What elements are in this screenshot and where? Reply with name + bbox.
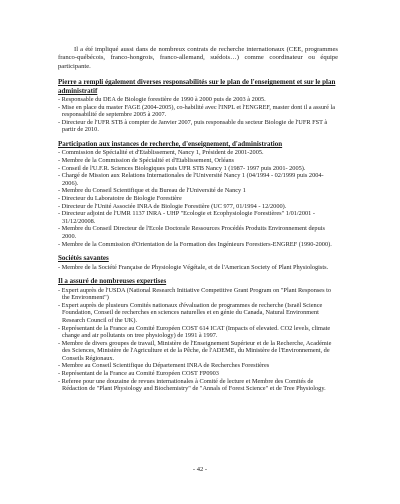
sections-container (58, 78, 338, 393)
section (58, 254, 338, 271)
intro-paragraph: Il a été impliqué aussi dans de nombreux contrats de recherche internationaux (CEE, programmes franco-québécois, franco-hongrois, franco-allemand, suédois…) comme coordinateur ou équipe participante. (58, 46, 338, 70)
section-heading: Pierre a rempli également diverses responsabilités sur le plan de l'enseignement et sur le plan administratif (58, 78, 336, 95)
list-item: - Commission de Spécialité et d'Etablissement, Nancy 1, Président de 2001-2005. (58, 149, 264, 157)
list-item: - Responsable du DEA de Biologie forestière de 1990 à 2000 puis de 2003 à 2005. (58, 96, 266, 104)
list-item: - Membre du Conseil Scientifique et du Bureau de l'Université de Nancy 1 (58, 187, 246, 195)
list-item: - Membre de la Commission de Spécialité et d'Etablissement, Orléans (58, 157, 235, 164)
list-item: - Représentant de la France au Comité Européen COST FP0903 (58, 370, 219, 378)
list-item: - Directeur adjoint de l'UMR 1137 INRA - UHP "Ecologie et Ecophysiologie Forestières" 1/01/2001 - 31/12/20008. (58, 210, 315, 225)
list-item: - Membre au Conseil Scientifique du Département INRA de Recherches Forestières (58, 362, 270, 370)
section (58, 277, 338, 393)
list-item: - Referee pour une douzaine de revues internationales à Comité de lecture et Membre des Comités de Rédaction de "Plant Physiology and Biochemistry" de "Annals of Forest Science" et de Tree Physiology. (58, 377, 326, 393)
list-item: - Chargé de Mission aux Relations Internationales de l'Université Nancy 1 (04/1994 - 02/1999 puis 2004-2006). (58, 172, 324, 187)
section-heading: Il a assuré de nombreuses expertises (58, 277, 167, 286)
list-item: - Directeur de l'UFR STB à compter de Janvier 2007, puis responsable du secteur Biologie de l'UFR FST à partir de 2010. (58, 118, 328, 134)
list-item: - Directeur du Laboratoire de Biologie Forestière (58, 194, 182, 202)
section-item-list (58, 264, 338, 272)
section (58, 78, 338, 134)
list-item: - Membre de la Commission d'Orientation de la Formation des Ingénieurs Forestiers-ENGREF (1990-2000). (58, 240, 332, 248)
list-item: - Expert auprès de l'USDA (National Research Initiative Competitive Grant Program on "Plant Responses to the Environment") (58, 286, 332, 302)
section-heading: Participation aux instances de recherche, d'enseignement, d'administration (58, 140, 283, 148)
list-item: - Membre de la Société Française de Physiologie Végétale, et de l'American Society of Plant Physiologists. (58, 263, 329, 271)
section-heading: Sociétés savantes (58, 254, 109, 263)
list-item: - Mise en place du master FAGE (2004-2005), co-habilité avec l'INPL et l'ENGREF, master dont il a assuré la responsabilité de septembre 2005 à 2007. (58, 103, 336, 119)
page-number: - 42 - (192, 466, 208, 473)
section (58, 140, 338, 248)
list-item: - Représentant de la France au Comité Européen COST 614 ICAT (Impacts of elevated. CO2 levels, climate change and air pollutants on tree physiology) de 1991 à 1997. (58, 324, 331, 340)
list-item: - Expert auprès de plusieurs Comités nationaux d'évaluation de programmes de recherche (Israël Science Foundation, Conseil de recherches en sciences naturelles et en génie du Canada, Natural Environment Research Council of the UK). (58, 301, 323, 324)
list-item: - Conseil de l'U.F.R. Sciences Biologiques puis UFR STB Nancy 1 (1987- 1997 puis 2001- 2005). (58, 164, 306, 172)
list-item: - Membre de divers groupes de travail, Ministère de l'Enseignement Supérieur et de la Recherche, Académie des Sciences, Ministère de l'Agriculture et de la Pêche, de l'ADEME, du Ministère de l'Environnement, de Conseils Régionaux. (58, 339, 332, 362)
list-item: - Membre du Conseil Directeur de l'Ecole Doctorale Ressources Procédés Produits Environnement depuis 2000. (58, 225, 325, 240)
section-item-list (58, 287, 338, 393)
section-item-list (58, 96, 338, 134)
list-item: - Directeur de l'Unité Associée INRA de Biologie Forestière (UC 977, 01/1994 - 12/2000). (58, 202, 287, 210)
section-item-list (58, 149, 338, 248)
